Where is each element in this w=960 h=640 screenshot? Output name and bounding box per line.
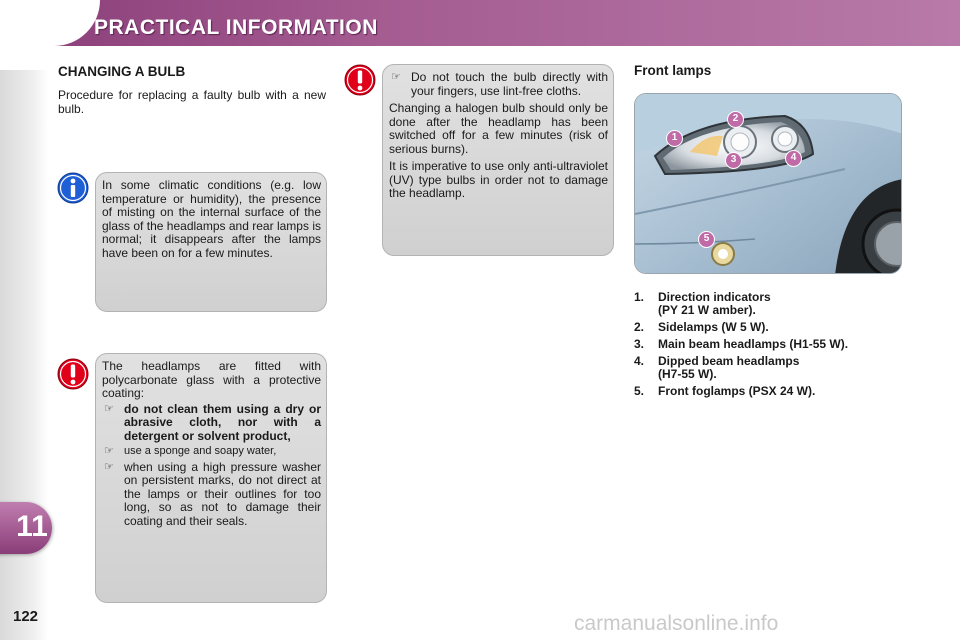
car-front-illustration — [635, 94, 902, 274]
pointing-hand-icon: ☞ — [104, 460, 114, 473]
front-lamps-list — [634, 291, 934, 402]
list-item — [102, 403, 321, 444]
callout-5: 5 — [698, 231, 715, 248]
page-number: 122 — [13, 608, 39, 625]
list-item-text — [658, 291, 934, 317]
section-title: CHANGING A BULB — [58, 64, 186, 79]
list-item — [634, 338, 934, 351]
pointing-hand-icon: ☞ — [391, 71, 401, 83]
callout-2: 2 — [727, 111, 744, 128]
warning-note-box-bulb — [382, 64, 614, 256]
watermark: carmanualsonline.info — [574, 612, 779, 635]
chapter-number: 11 — [16, 510, 48, 543]
list-item-number: 5. — [634, 384, 645, 398]
front-lamps-title: Front lamps — [634, 63, 712, 78]
list-item — [389, 71, 608, 98]
list-item-number: 4. — [634, 354, 645, 368]
warning-note-intro: The headlamps are fitted with polycarbonate glass with a protective coating: — [102, 359, 321, 400]
list-item-text: when using a high pressure washer on persistent marks, do not direct at the lamps or their outlines for too long, so as not to damage their coating and their seals. — [124, 459, 321, 528]
pointing-hand-icon: ☞ — [104, 445, 114, 457]
list-item-text: do not clean them using a dry or abrasive cloth, nor with a detergent or solvent product, — [124, 401, 321, 443]
list-item — [102, 445, 321, 459]
warning-note-box-coating — [95, 353, 327, 603]
list-item-number: 2. — [634, 320, 645, 334]
section-intro: Procedure for replacing a faulty bulb with a new bulb. — [58, 88, 326, 116]
list-item — [634, 385, 934, 398]
info-note-box — [95, 172, 327, 312]
list-item-text: use a sponge and soapy water, — [124, 445, 277, 457]
list-item — [102, 461, 321, 529]
warning-paragraph: Changing a halogen bulb should only be done after the headlamp has been switched off for a few minutes (risk of serious burns). — [389, 101, 608, 156]
list-item-text: Sidelamps (W 5 W). — [658, 320, 769, 334]
warning-icon — [57, 358, 89, 390]
page-header-title: PRACTICAL INFORMATION — [94, 16, 378, 39]
callout-1: 1 — [666, 130, 683, 147]
list-item-text: Do not touch the bulb directly with your fingers, use lint-free cloths. — [411, 70, 608, 98]
warning-icon — [344, 64, 376, 96]
warning-paragraph: It is imperative to use only anti-ultraviolet (UV) type bulbs in order not to damage the headlamp. — [389, 159, 608, 200]
list-item — [634, 291, 934, 317]
list-item-text: Front foglamps (PSX 24 W). — [658, 384, 816, 398]
list-item-text — [658, 355, 934, 381]
pointing-hand-icon: ☞ — [104, 402, 114, 415]
list-item — [634, 321, 934, 334]
list-item-line: (PY 21 W amber). — [658, 303, 756, 317]
list-item — [634, 355, 934, 381]
callout-4: 4 — [785, 150, 802, 167]
info-note-text: In some climatic conditions (e.g. low temperature or humidity), the presence of misting on the internal surface of the glass of the headlamps and rear lamps is normal; it disappears after the lamps have been on for a few minutes. — [102, 178, 321, 260]
list-item-number: 1. — [634, 290, 645, 304]
list-item-number: 3. — [634, 337, 645, 351]
front-lamps-photo — [634, 93, 902, 274]
info-icon — [57, 172, 89, 204]
list-item-line: Direction indicators — [658, 290, 771, 304]
list-item-line: Dipped beam headlamps — [658, 354, 800, 368]
callout-3: 3 — [725, 152, 742, 169]
side-strip — [0, 70, 48, 640]
list-item-text: Main beam headlamps (H1-55 W). — [658, 337, 849, 351]
list-item-line: (H7-55 W). — [658, 367, 717, 381]
